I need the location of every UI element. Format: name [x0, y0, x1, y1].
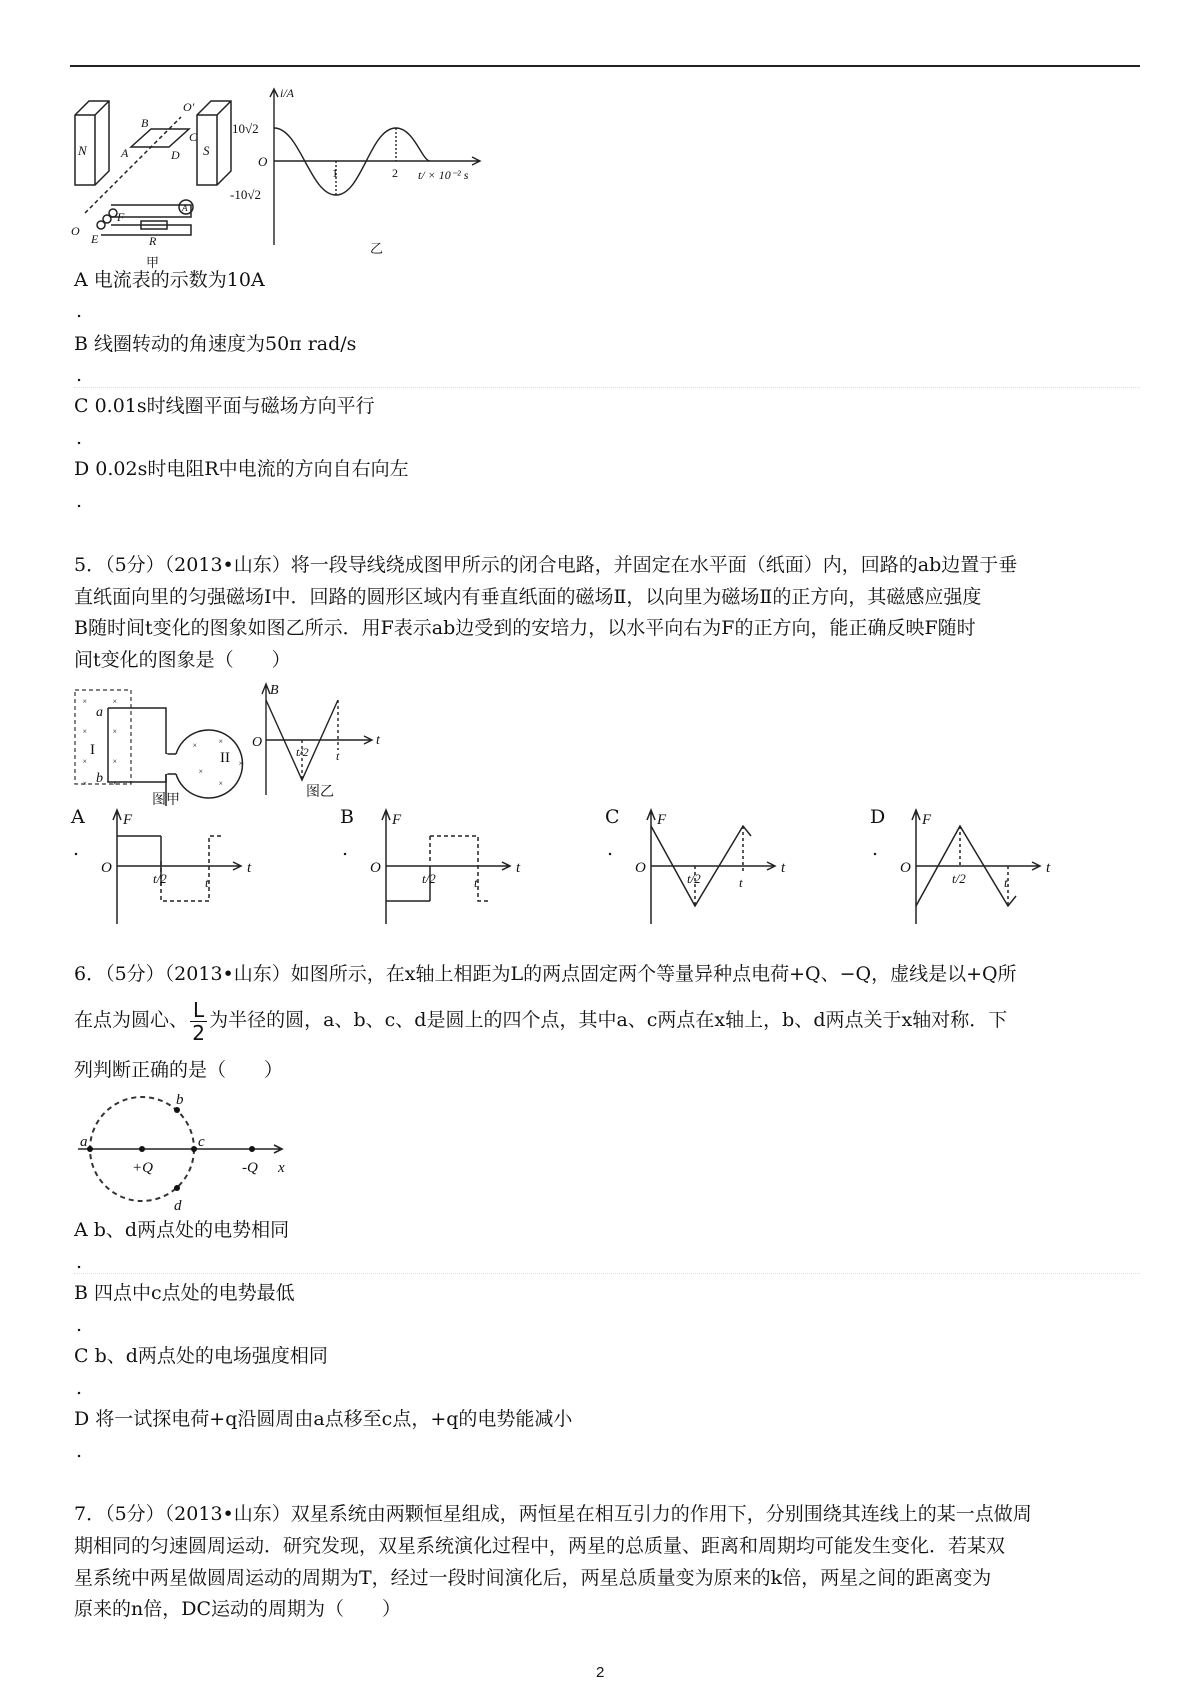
svg-text:乙: 乙 [370, 241, 384, 256]
q6-option-d[interactable]: D 将一试探电荷+q沿圆周由a点移至c点，+q的电势能减小 [74, 1408, 573, 1430]
svg-text:×: × [82, 757, 88, 766]
option-label: A [71, 806, 85, 828]
svg-text:O: O [900, 860, 911, 876]
q5-text-line: 5．（5分）（2013•山东）将一段导线绕成图甲所示的闭合电路，并固定在水平面（纸面）内，回路的ab边置于垂 [74, 554, 1018, 576]
svg-text:-Q: -Q [242, 1160, 258, 1176]
q5-figure-jia-circuit [72, 686, 252, 808]
dot: . [76, 1440, 83, 1462]
svg-text:×: × [218, 737, 224, 746]
fraction-l-over-2 [190, 999, 207, 1044]
q5-figure-yi-b-graph [252, 680, 402, 800]
svg-text:t: t [739, 875, 743, 890]
svg-text:t/2: t/2 [296, 745, 309, 759]
svg-text:t: t [1046, 860, 1051, 876]
svg-text:10√2: 10√2 [232, 121, 259, 136]
f-t-graph [880, 806, 1050, 926]
q4-option-d[interactable]: D 0.02s时电阻R中电流的方向自右向左 [74, 458, 409, 480]
q7-text-line: 原来的n倍，DC运动的周期为（ ） [74, 1598, 402, 1620]
svg-text:a: a [80, 1134, 88, 1150]
svg-text:×: × [112, 727, 118, 736]
q6-text-line: 列判断正确的是（ ） [74, 1059, 284, 1081]
svg-text:O: O [635, 860, 646, 876]
q6-text-line: 6．（5分）（2013•山东）如图所示，在x轴上相距为L的两点固定两个等量异种点电荷+Q、−Q，虚线是以+Q所 [74, 963, 1017, 985]
svg-text:O: O [101, 860, 112, 876]
f-t-graph [615, 806, 785, 926]
q6-option-c[interactable]: C b、d两点处的电场强度相同 [74, 1345, 328, 1367]
svg-text:A: A [182, 203, 188, 213]
fraction-denominator: 2 [192, 1020, 205, 1045]
svg-text:B: B [270, 683, 279, 698]
svg-text:t: t [247, 860, 252, 876]
svg-text:×: × [238, 759, 244, 768]
svg-text:F: F [922, 812, 932, 828]
dot: . [76, 490, 83, 512]
svg-text:d: d [174, 1198, 182, 1214]
svg-text:F: F [657, 812, 667, 828]
dot: . [73, 838, 80, 860]
svg-text:c: c [198, 1134, 205, 1150]
q6-text: 为半径的圆，a、b、c、d是圆上的四个点，其中a、c两点在x轴上，b、d两点关于x轴对称．下 [209, 1009, 1008, 1031]
separator [74, 1273, 1140, 1274]
svg-text:t: t [781, 860, 786, 876]
svg-text:I: I [90, 742, 95, 758]
svg-text:×: × [112, 779, 118, 788]
svg-text:t: t [205, 875, 209, 890]
option-label: D [870, 806, 886, 828]
dot: . [872, 838, 879, 860]
svg-text:i/A: i/A [280, 86, 294, 100]
q6-text: 在点为圆心、 [74, 1009, 189, 1031]
svg-text:t: t [336, 749, 340, 763]
svg-text:t: t [474, 875, 478, 890]
svg-text:O: O [71, 224, 80, 238]
dot: . [76, 364, 83, 386]
q6-figure-charges [72, 1088, 302, 1218]
q6-option-a[interactable]: A b、d两点处的电势相同 [74, 1219, 290, 1241]
q4-option-b[interactable]: B 线圈转动的角速度为50π rad/s [74, 333, 357, 355]
f-t-graph [350, 806, 520, 926]
svg-text:2: 2 [392, 166, 398, 180]
svg-text:O': O' [183, 100, 195, 114]
header-rule [70, 65, 1140, 67]
separator [74, 387, 1140, 388]
svg-text:×: × [112, 757, 118, 766]
page-number: 2 [596, 1664, 605, 1681]
svg-text:N: N [78, 143, 87, 158]
svg-text:t/2: t/2 [422, 871, 436, 886]
svg-text:t: t [1004, 875, 1008, 890]
svg-text:b: b [176, 1092, 184, 1108]
svg-text:F: F [392, 812, 402, 828]
svg-text:t/2: t/2 [687, 871, 701, 886]
q4-option-a[interactable]: A 电流表的示数为10A [74, 269, 265, 291]
svg-text:O: O [252, 735, 263, 750]
svg-text:×: × [112, 697, 118, 706]
svg-text:II: II [220, 750, 230, 766]
svg-text:B: B [141, 116, 149, 130]
q7-text-line: 7．（5分）（2013•山东）双星系统由两颗恒星组成，两恒星在相互引力的作用下，分别围绕其连线上的某一点做周 [74, 1503, 1032, 1525]
svg-text:×: × [198, 767, 204, 776]
q5-text-line: 直纸面向里的匀强磁场Ⅰ中．回路的圆形区域内有垂直纸面的磁场Ⅱ，以向里为磁场Ⅱ的正方向，其磁感应强度 [74, 586, 982, 608]
f-t-graph [81, 806, 251, 926]
svg-text:×: × [82, 779, 88, 788]
q4-option-c[interactable]: C 0.01s时线圈平面与磁场方向平行 [74, 395, 375, 417]
svg-text:b: b [96, 771, 103, 786]
svg-text:t: t [376, 733, 380, 748]
option-label: B [340, 806, 354, 828]
q7-text-line: 期相同的匀速圆周运动．研究发现，双星系统演化过程中，两星的总质量、距离和周期均可能发生变化．若某双 [74, 1535, 1006, 1557]
dot: . [607, 838, 614, 860]
q5-text-line: 间t变化的图象是（ ） [74, 649, 291, 671]
svg-text:R: R [149, 234, 157, 248]
svg-text:S: S [203, 143, 210, 158]
svg-text:x: x [278, 1160, 285, 1176]
dot: . [76, 1314, 83, 1336]
svg-text:×: × [192, 741, 198, 750]
svg-text:甲: 甲 [146, 255, 160, 270]
svg-text:t/ × 10⁻² s: t/ × 10⁻² s [418, 168, 469, 182]
svg-text:E: E [91, 232, 99, 246]
fraction-numerator: L [190, 999, 207, 1022]
svg-text:×: × [82, 727, 88, 736]
q7-text-line: 星系统中两星做圆周运动的周期为T，经过一段时间演化后，两星总质量变为原来的k倍，两星之间的距离变为 [74, 1567, 992, 1589]
svg-text:×: × [218, 779, 224, 788]
dot: . [76, 1377, 83, 1399]
svg-text:O: O [258, 154, 268, 169]
svg-text:O: O [370, 860, 381, 876]
svg-text:F: F [123, 812, 133, 828]
q5-text-line: B随时间t变化的图象如图乙所示．用F表示ab边受到的安培力，以水平向右为F的正方向，能正确反映F随时 [74, 617, 976, 639]
svg-text:D: D [171, 148, 180, 162]
svg-text:t/2: t/2 [153, 871, 167, 886]
svg-text:图甲: 图甲 [152, 793, 180, 808]
svg-text:图乙: 图乙 [306, 785, 334, 800]
q4-figure-yi-current-graph [230, 85, 520, 255]
svg-text:F: F [117, 210, 125, 224]
svg-text:A: A [121, 146, 129, 160]
svg-text:t/2: t/2 [952, 871, 966, 886]
svg-text:×: × [82, 697, 88, 706]
option-label: C [605, 806, 620, 828]
svg-text:-10√2: -10√2 [230, 187, 261, 202]
dot: . [76, 300, 83, 322]
dot: . [76, 427, 83, 449]
svg-text:C: C [189, 130, 198, 144]
q6-option-b[interactable]: B 四点中c点处的电势最低 [74, 1282, 295, 1304]
q6-text-line [74, 996, 1007, 1044]
svg-text:a: a [96, 705, 103, 720]
dot: . [342, 838, 349, 860]
svg-text:t: t [516, 860, 521, 876]
svg-text:1: 1 [332, 166, 338, 180]
svg-text:+Q: +Q [132, 1160, 153, 1176]
dot: . [76, 1251, 83, 1273]
